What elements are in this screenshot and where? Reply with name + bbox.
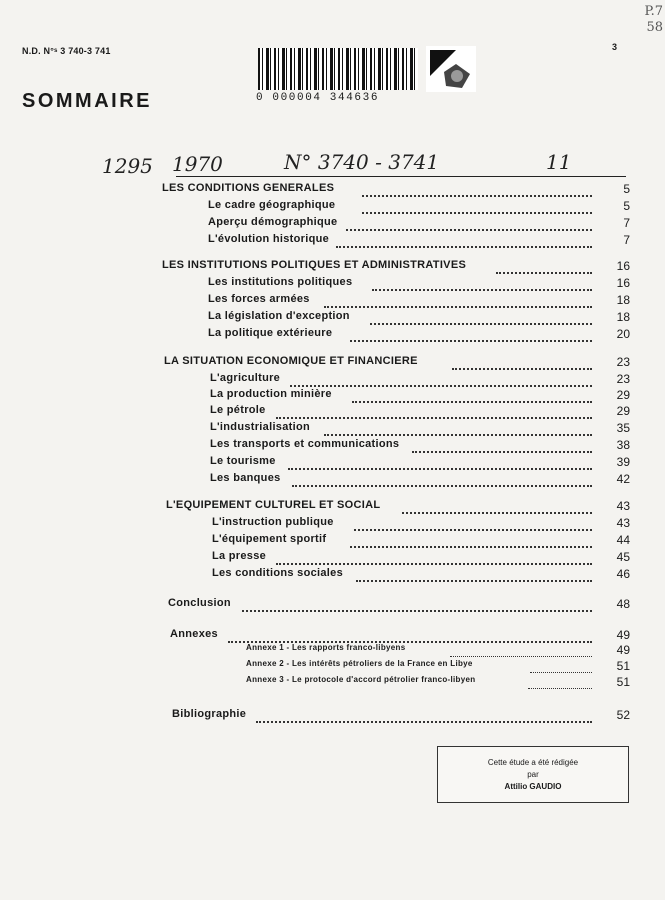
toc-leader <box>256 711 592 723</box>
credit-line: Cette étude a été rédigée <box>487 758 579 767</box>
corner-handwritten-note <box>644 4 663 36</box>
toc-entry-label: La législation d'exception <box>208 310 353 322</box>
toc-entry[interactable] <box>0 372 665 388</box>
toc-entry-label: La politique extérieure <box>208 327 335 339</box>
toc-entry[interactable] <box>0 550 665 566</box>
toc-entry-label: LA SITUATION ECONOMIQUE ET FINANCIERE <box>164 355 421 367</box>
toc-entry-label: L'instruction publique <box>212 516 337 528</box>
toc-leader <box>276 553 592 565</box>
toc-entry-label: Aperçu démographique <box>208 216 340 228</box>
toc-entry-page: 48 <box>616 597 630 611</box>
toc-entry-label: L'évolution historique <box>208 233 332 245</box>
toc-leader <box>452 358 592 370</box>
toc-leader <box>496 262 592 274</box>
toc-leader <box>350 536 592 548</box>
toc-entry[interactable] <box>0 597 665 613</box>
corner-note-line: P.7 <box>644 4 663 19</box>
toc-entry-label: Les institutions politiques <box>208 276 355 288</box>
toc-leader <box>242 600 592 612</box>
toc-entry[interactable] <box>0 659 665 675</box>
barcode-number: 0 000004 344636 <box>256 92 380 104</box>
toc-leader <box>288 458 592 470</box>
toc-entry[interactable] <box>0 355 665 371</box>
toc-leader <box>450 646 592 657</box>
toc-leader <box>372 279 592 291</box>
toc-entry[interactable] <box>0 499 665 515</box>
toc-leader <box>324 424 592 436</box>
toc-entry-label: L'équipement sportif <box>212 533 329 545</box>
toc-entry[interactable] <box>0 327 665 343</box>
toc-entry-label: L'industrialisation <box>210 421 313 433</box>
toc-entry-label: Le cadre géographique <box>208 199 338 211</box>
toc-entry[interactable] <box>0 276 665 292</box>
library-logo-icon <box>426 46 476 92</box>
page-number: 3 <box>612 42 618 52</box>
toc-entry-label: Conclusion <box>168 597 234 609</box>
toc-entry[interactable] <box>0 708 665 724</box>
toc-entry-label: Le pétrole <box>210 404 269 416</box>
toc-entry-label: Les conditions sociales <box>212 567 346 579</box>
toc-entry-label: Les forces armées <box>208 293 313 305</box>
document-reference: N.D. N°ˢ 3 740-3 741 <box>22 46 111 56</box>
toc-leader <box>292 475 592 487</box>
author-credit-box <box>437 746 629 803</box>
toc-entry-page: 49 <box>616 628 630 642</box>
toc-entry-page: 51 <box>616 675 630 689</box>
toc-entry-page: 52 <box>616 708 630 722</box>
toc-leader <box>346 219 592 231</box>
toc-entry-label: La presse <box>212 550 269 562</box>
page-title: SOMMAIRE <box>22 90 152 112</box>
toc-entry-page: 43 <box>616 499 630 513</box>
toc-entry-page: 46 <box>616 567 630 581</box>
toc-entry-page: 5 <box>623 182 630 196</box>
toc-entry[interactable] <box>0 643 665 659</box>
toc-entry-page: 38 <box>616 438 630 452</box>
toc-entry-page: 23 <box>616 372 630 386</box>
toc-entry[interactable] <box>0 310 665 326</box>
toc-entry-page: 51 <box>616 659 630 673</box>
toc-entry[interactable] <box>0 438 665 454</box>
toc-leader <box>352 391 592 403</box>
toc-entry-label: Annexe 3 - Le protocole d'accord pétrolier franco-libyen <box>246 675 478 684</box>
toc-entry[interactable] <box>0 421 665 437</box>
toc-entry-page: 29 <box>616 388 630 402</box>
toc-entry[interactable] <box>0 404 665 420</box>
toc-entry-page: 39 <box>616 455 630 469</box>
toc-entry[interactable] <box>0 472 665 488</box>
toc-entry-label: L'EQUIPEMENT CULTUREL ET SOCIAL <box>166 499 383 511</box>
toc-entry-page: 5 <box>623 199 630 213</box>
header-rule <box>176 176 626 177</box>
toc-entry[interactable] <box>0 533 665 549</box>
toc-entry[interactable] <box>0 259 665 275</box>
barcode-label <box>252 40 482 106</box>
toc-entry[interactable] <box>0 216 665 232</box>
toc-leader <box>354 519 592 531</box>
toc-entry-page: 49 <box>616 643 630 657</box>
toc-entry-page: 43 <box>616 516 630 530</box>
toc-entry[interactable] <box>0 233 665 249</box>
handwritten-number: 1295 <box>102 154 153 178</box>
toc-leader <box>370 313 592 325</box>
handwritten-mark: 11 <box>546 150 572 174</box>
toc-entry-label: Annexe 1 - Les rapports franco-libyens <box>246 643 408 652</box>
toc-entry-page: 7 <box>623 233 630 247</box>
toc-entry[interactable] <box>0 516 665 532</box>
toc-entry-label: Annexes <box>170 628 221 640</box>
toc-entry-label: Annexe 2 - Les intérêts pétroliers de la France en Libye <box>246 659 476 668</box>
toc-leader <box>530 662 592 673</box>
toc-leader <box>350 330 592 342</box>
credit-line: par <box>527 770 539 779</box>
toc-entry-page: 18 <box>616 310 630 324</box>
toc-leader <box>276 407 592 419</box>
toc-leader <box>412 441 592 453</box>
handwritten-reference: N° 3740 - 3741 <box>284 150 440 174</box>
toc-entry[interactable] <box>0 455 665 471</box>
toc-entry-label: LES CONDITIONS GENERALES <box>162 182 337 194</box>
toc-leader <box>228 631 592 643</box>
toc-leader <box>362 185 592 197</box>
toc-entry-page: 45 <box>616 550 630 564</box>
toc-leader <box>290 375 592 387</box>
toc-entry-label: Les transports et communications <box>210 438 402 450</box>
toc-entry-label: Bibliographie <box>172 708 249 720</box>
toc-entry-label: LES INSTITUTIONS POLITIQUES ET ADMINISTRATIVES <box>162 259 469 271</box>
toc-entry[interactable] <box>0 182 665 198</box>
toc-entry-page: 7 <box>623 216 630 230</box>
toc-entry-label: La production minière <box>210 388 335 400</box>
corner-note-line: 58 <box>646 20 663 35</box>
toc-leader <box>528 678 592 689</box>
toc-entry[interactable] <box>0 675 665 691</box>
toc-entry-label: Le tourisme <box>210 455 279 467</box>
toc-entry-page: 20 <box>616 327 630 341</box>
toc-entry-label: Les banques <box>210 472 284 484</box>
toc-leader <box>402 502 592 514</box>
toc-entry-label: L'agriculture <box>210 372 283 384</box>
toc-entry[interactable] <box>0 199 665 215</box>
toc-entry-page: 35 <box>616 421 630 435</box>
toc-leader <box>336 236 592 248</box>
toc-entry-page: 18 <box>616 293 630 307</box>
toc-leader <box>356 570 592 582</box>
toc-leader <box>324 296 592 308</box>
toc-entry-page: 16 <box>616 276 630 290</box>
toc-entry[interactable] <box>0 567 665 583</box>
toc-entry-page: 29 <box>616 404 630 418</box>
barcode-bars <box>258 48 418 90</box>
toc-entry[interactable] <box>0 388 665 404</box>
toc-entry-page: 23 <box>616 355 630 369</box>
toc-entry[interactable] <box>0 628 665 644</box>
toc-entry-page: 44 <box>616 533 630 547</box>
handwritten-year: 1970 <box>172 152 223 176</box>
toc-entry-page: 16 <box>616 259 630 273</box>
credit-author: Attilio GAUDIO <box>504 782 562 791</box>
toc-entry[interactable] <box>0 293 665 309</box>
toc-entry-page: 42 <box>616 472 630 486</box>
toc-leader <box>362 202 592 214</box>
